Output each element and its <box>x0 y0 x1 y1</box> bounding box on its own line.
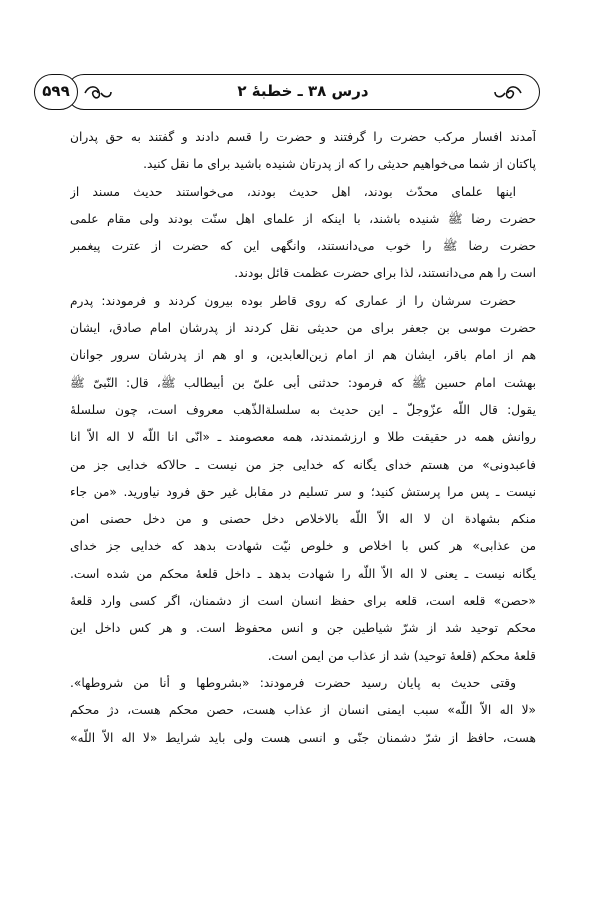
text-line: «حصن» قلعه است، قلعه برای حفظ انسان است از دشمنان، اگر کسی وارد قلعهٔ <box>70 594 536 609</box>
text-line: حضرت رضا ﷺ شنیده باشند، با اینکه از علمای اهل سنّت بودند ولی مقام علمی <box>70 211 536 226</box>
text-line: بهشت امام حسین ﷺ که فرمود: حدثنی أبی علیّ بن أبیطالب ﷺ، قال: النّبیّ ﷺ <box>70 375 536 390</box>
paragraph <box>70 670 536 752</box>
running-header <box>66 74 540 110</box>
text-line: قلعهٔ محکم (قلعهٔ توحید) شد از عذاب من ایمن است. <box>267 648 536 663</box>
chapter-title: درس ۳۸ ـ خطبهٔ ۲ <box>237 82 369 100</box>
paragraph <box>70 288 536 670</box>
text-line: یقول: قال اللّه عزّوجلّ ـ این حدیث به سلسلة‌الذّهب معروف است، چون سلسلهٔ <box>70 402 536 417</box>
text-line: آمدند افسار مرکب حضرت را گرفتند و حضرت را قسم دادند و گفتند به حق پدران <box>70 130 536 144</box>
text-line: هم از امام باقر، ایشان هم از امام زین‌العابدین، و او هم از پدرشان سرور جوانان <box>70 348 536 363</box>
text-line: اینها علمای محدّث بودند، اهل حدیث بودند، می‌خواستند حدیث مسند از <box>70 184 516 199</box>
text-line: «لا اله الاّ اللّه» سبب ایمنی انسان از عذاب هست، حصن محکم هست، دژ محکم <box>70 703 536 718</box>
text-line: هست، حافظ از شرّ دشمنان جنّی و انسی هست ولی باید شرایط «لا اله الاّ اللّه» <box>70 730 536 745</box>
text-line: حضرت سرشان را از عماری که روی قاطر بوده بیرون کردند و فرمودند: پدرم <box>70 293 516 308</box>
text-line: منکم بشهادة ان لا اله الاّ اللّه بالاخلاص دخل حصنی و من دخل حصنی امن <box>70 512 536 527</box>
paragraph <box>70 124 536 179</box>
body-text <box>70 124 536 752</box>
text-line: فاعبدونی» من هستم خدای یگانه که خدایی جز من نیست ـ حالاکه خدایی جز من <box>70 457 536 472</box>
text-line: پاکتان از شما می‌خواهیم حدیثی را که از پدرتان شنیده باشید برای ما نقل کنید. <box>143 157 536 172</box>
text-line: محکم توحید شد از شرّ شیاطین جن و انس محفوظ است. و هر کس داخل این <box>70 621 536 636</box>
text-line: من عذابی» هر کس با اخلاص و خلوص نیّت شهادت بدهد که خدایی جز خدای <box>70 539 536 554</box>
text-line: حضرت رضا ﷺ را خوب می‌دانستند، وانگهی این که حضرت از عترت پیغمبر <box>70 239 536 254</box>
text-line: حضرت موسی بن جعفر برای من حدیثی نقل کردند از پدرشان امام صادق، ایشان <box>70 321 536 336</box>
flourish-ornament-icon <box>81 83 115 103</box>
text-line: است را هم می‌دانستند، لذا برای حضرت عظمت قائل بودند. <box>234 266 536 281</box>
paragraph <box>70 179 536 288</box>
page-number: ۵۹۹ <box>34 74 78 110</box>
text-line: وقتی حدیث به پایان رسید حضرت فرمودند: «بشروطها و أنا من شروطها». <box>70 675 516 690</box>
text-line: یگانه نیست ـ یعنی لا اله الاّ اللّه را شهادت بدهد ـ داخل قلعهٔ محکم من شده است. <box>70 566 536 581</box>
text-line: روانش همه در حقیقت طلا و ارزشمندند، همه معصومند ـ «انّی انا اللّه لا اله الاّ انا <box>70 430 536 445</box>
text-line: نیست ـ پس مرا پرستش کنید؛ و سر تسلیم در مقابل غیر حق فرود نیاورید. «من جاء <box>70 484 536 499</box>
